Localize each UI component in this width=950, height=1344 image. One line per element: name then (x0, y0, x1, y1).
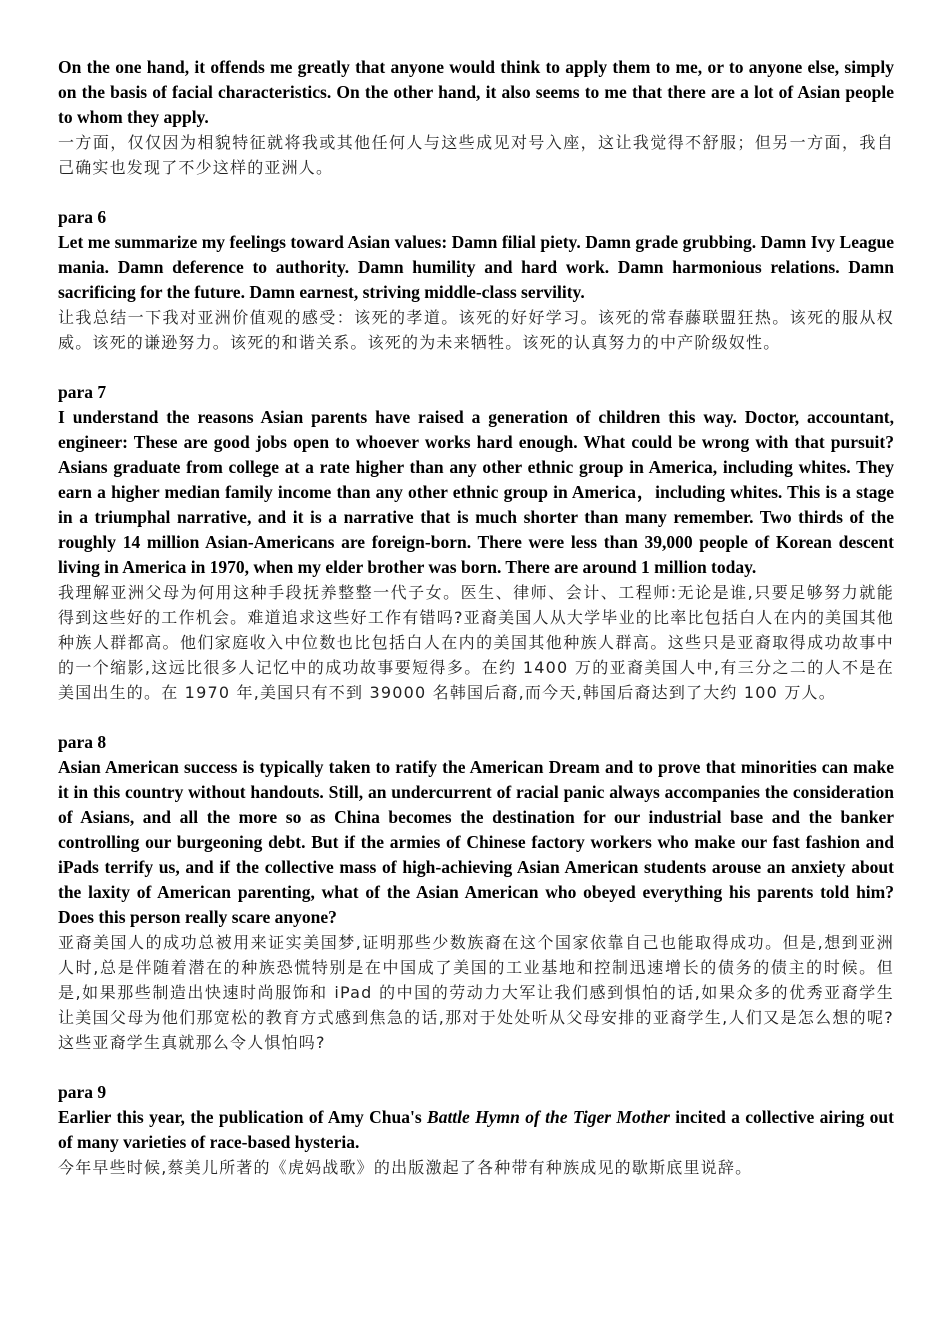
english-paragraph: I understand the reasons Asian parents have raised a generation of children this way. Doctor, accountant, engineer: These are good jobs open to whoever works hard enough. What could be wrong with that pursuit? Asians graduate from college at a rate higher than any other ethnic group in America, including whites. They earn a higher median family income than any other ethnic group in America，including whites. This is a stage in a triumphal narrative, and it is a narrative that is much shorter than many remember. Two thirds of the roughly 14 million Asian-Americans are foreign-born. There were less than 39,000 people of Korean descent living in America in 1970, when my elder brother was born. There are around 1 million today. (58, 407, 894, 577)
english-paragraph (58, 1105, 894, 1155)
chinese-translation: 让我总结一下我对亚洲价值观的感受：该死的孝道。该死的好好学习。该死的常春藤联盟狂热。该死的服从权威。该死的谦逊努力。该死的和谐关系。该死的为未来牺牲。该死的认真努力的中产阶级奴性。 (58, 308, 894, 352)
text-span: incited a collective airing out of many varieties of race-based hysteria. (58, 1107, 894, 1152)
para-label: para 9 (58, 1082, 107, 1102)
english-paragraph: Asian American success is typically taken to ratify the American Dream and to prove that minorities can make it in this country without handouts. Still, an undercurrent of racial panic always accompanies the consideration of Asians, and all the more so as China becomes the destination for our industrial base and the banker controlling our burgeoning debt. But if the armies of Chinese factory workers who make our fast fashion and iPads terrify us, and if the collective mass of high-achieving Asian American students arouse an anxiety about the laxity of American parenting, what of the Asian American who obeyed everything his parents told him? Does this person really scare anyone? (58, 757, 894, 927)
english-paragraph: On the one hand, it offends me greatly that anyone would think to apply them to me, or to anyone else, simply on the basis of facial characteristics. On the other hand, it also seems to me that there are a lot of Asian people to whom they apply. (58, 57, 894, 127)
chinese-translation: 我理解亚洲父母为何用这种手段抚养整整一代子女。医生、律师、会计、工程师:无论是谁,只要足够努力就能得到这些好的工作机会。难道追求这些好工作有错吗?亚裔美国人从大学毕业的比率比包括白人在内的美国其他种族人群都高。他们家庭收入中位数也比包括白人在内的美国其他种族人群高。这些只是亚裔取得成功故事中的一个缩影,这远比很多人记忆中的成功故事要短得多。在约 1400 万的亚裔美国人中,有三分之二的人不是在美国出生的。在 1970 年,美国只有不到 39000 名韩国后裔,而今天,韩国后裔达到了大约 100 万人。 (58, 583, 894, 702)
para-label: para 8 (58, 732, 107, 752)
book-title: Battle Hymn of the Tiger Mother (427, 1107, 670, 1127)
chinese-translation: 今年早些时候,蔡美儿所著的《虎妈战歌》的出版激起了各种带有种族成见的歇斯底里说辞。 (58, 1158, 753, 1177)
chinese-translation: 一方面，仅仅因为相貌特征就将我或其他任何人与这些成见对号入座，这让我觉得不舒服；但另一方面，我自己确实也发现了不少这样的亚洲人。 (58, 133, 894, 177)
document-page (58, 55, 894, 1180)
text-span: Earlier this year, the publication of Amy Chua's (58, 1107, 428, 1127)
para-label: para 6 (58, 207, 107, 227)
para-label: para 7 (58, 382, 107, 402)
chinese-translation: 亚裔美国人的成功总被用来证实美国梦,证明那些少数族裔在这个国家依靠自己也能取得成功。但是,想到亚洲人时,总是伴随着潜在的种族恐慌特别是在中国成了美国的工业基地和控制迅速增长的债务的债主的时候。但是,如果那些制造出快速时尚服饰和 iPad 的中国的劳动力大军让我们感到惧怕的话,如果众多的优秀亚裔学生让美国父母为他们那宽松的教育方式感到焦急的话,那对于处处听从父母安排的亚裔学生,人们又是怎么想的呢?这些亚裔学生真就那么令人惧怕吗? (58, 933, 894, 1052)
english-paragraph: Let me summarize my feelings toward Asian values: Damn filial piety. Damn grade grubbing. Damn Ivy League mania. Damn deference to authority. Damn humility and hard work. Damn harmonious relations. Damn sacrificing for the future. Damn earnest, striving middle-class servility. (58, 232, 894, 302)
